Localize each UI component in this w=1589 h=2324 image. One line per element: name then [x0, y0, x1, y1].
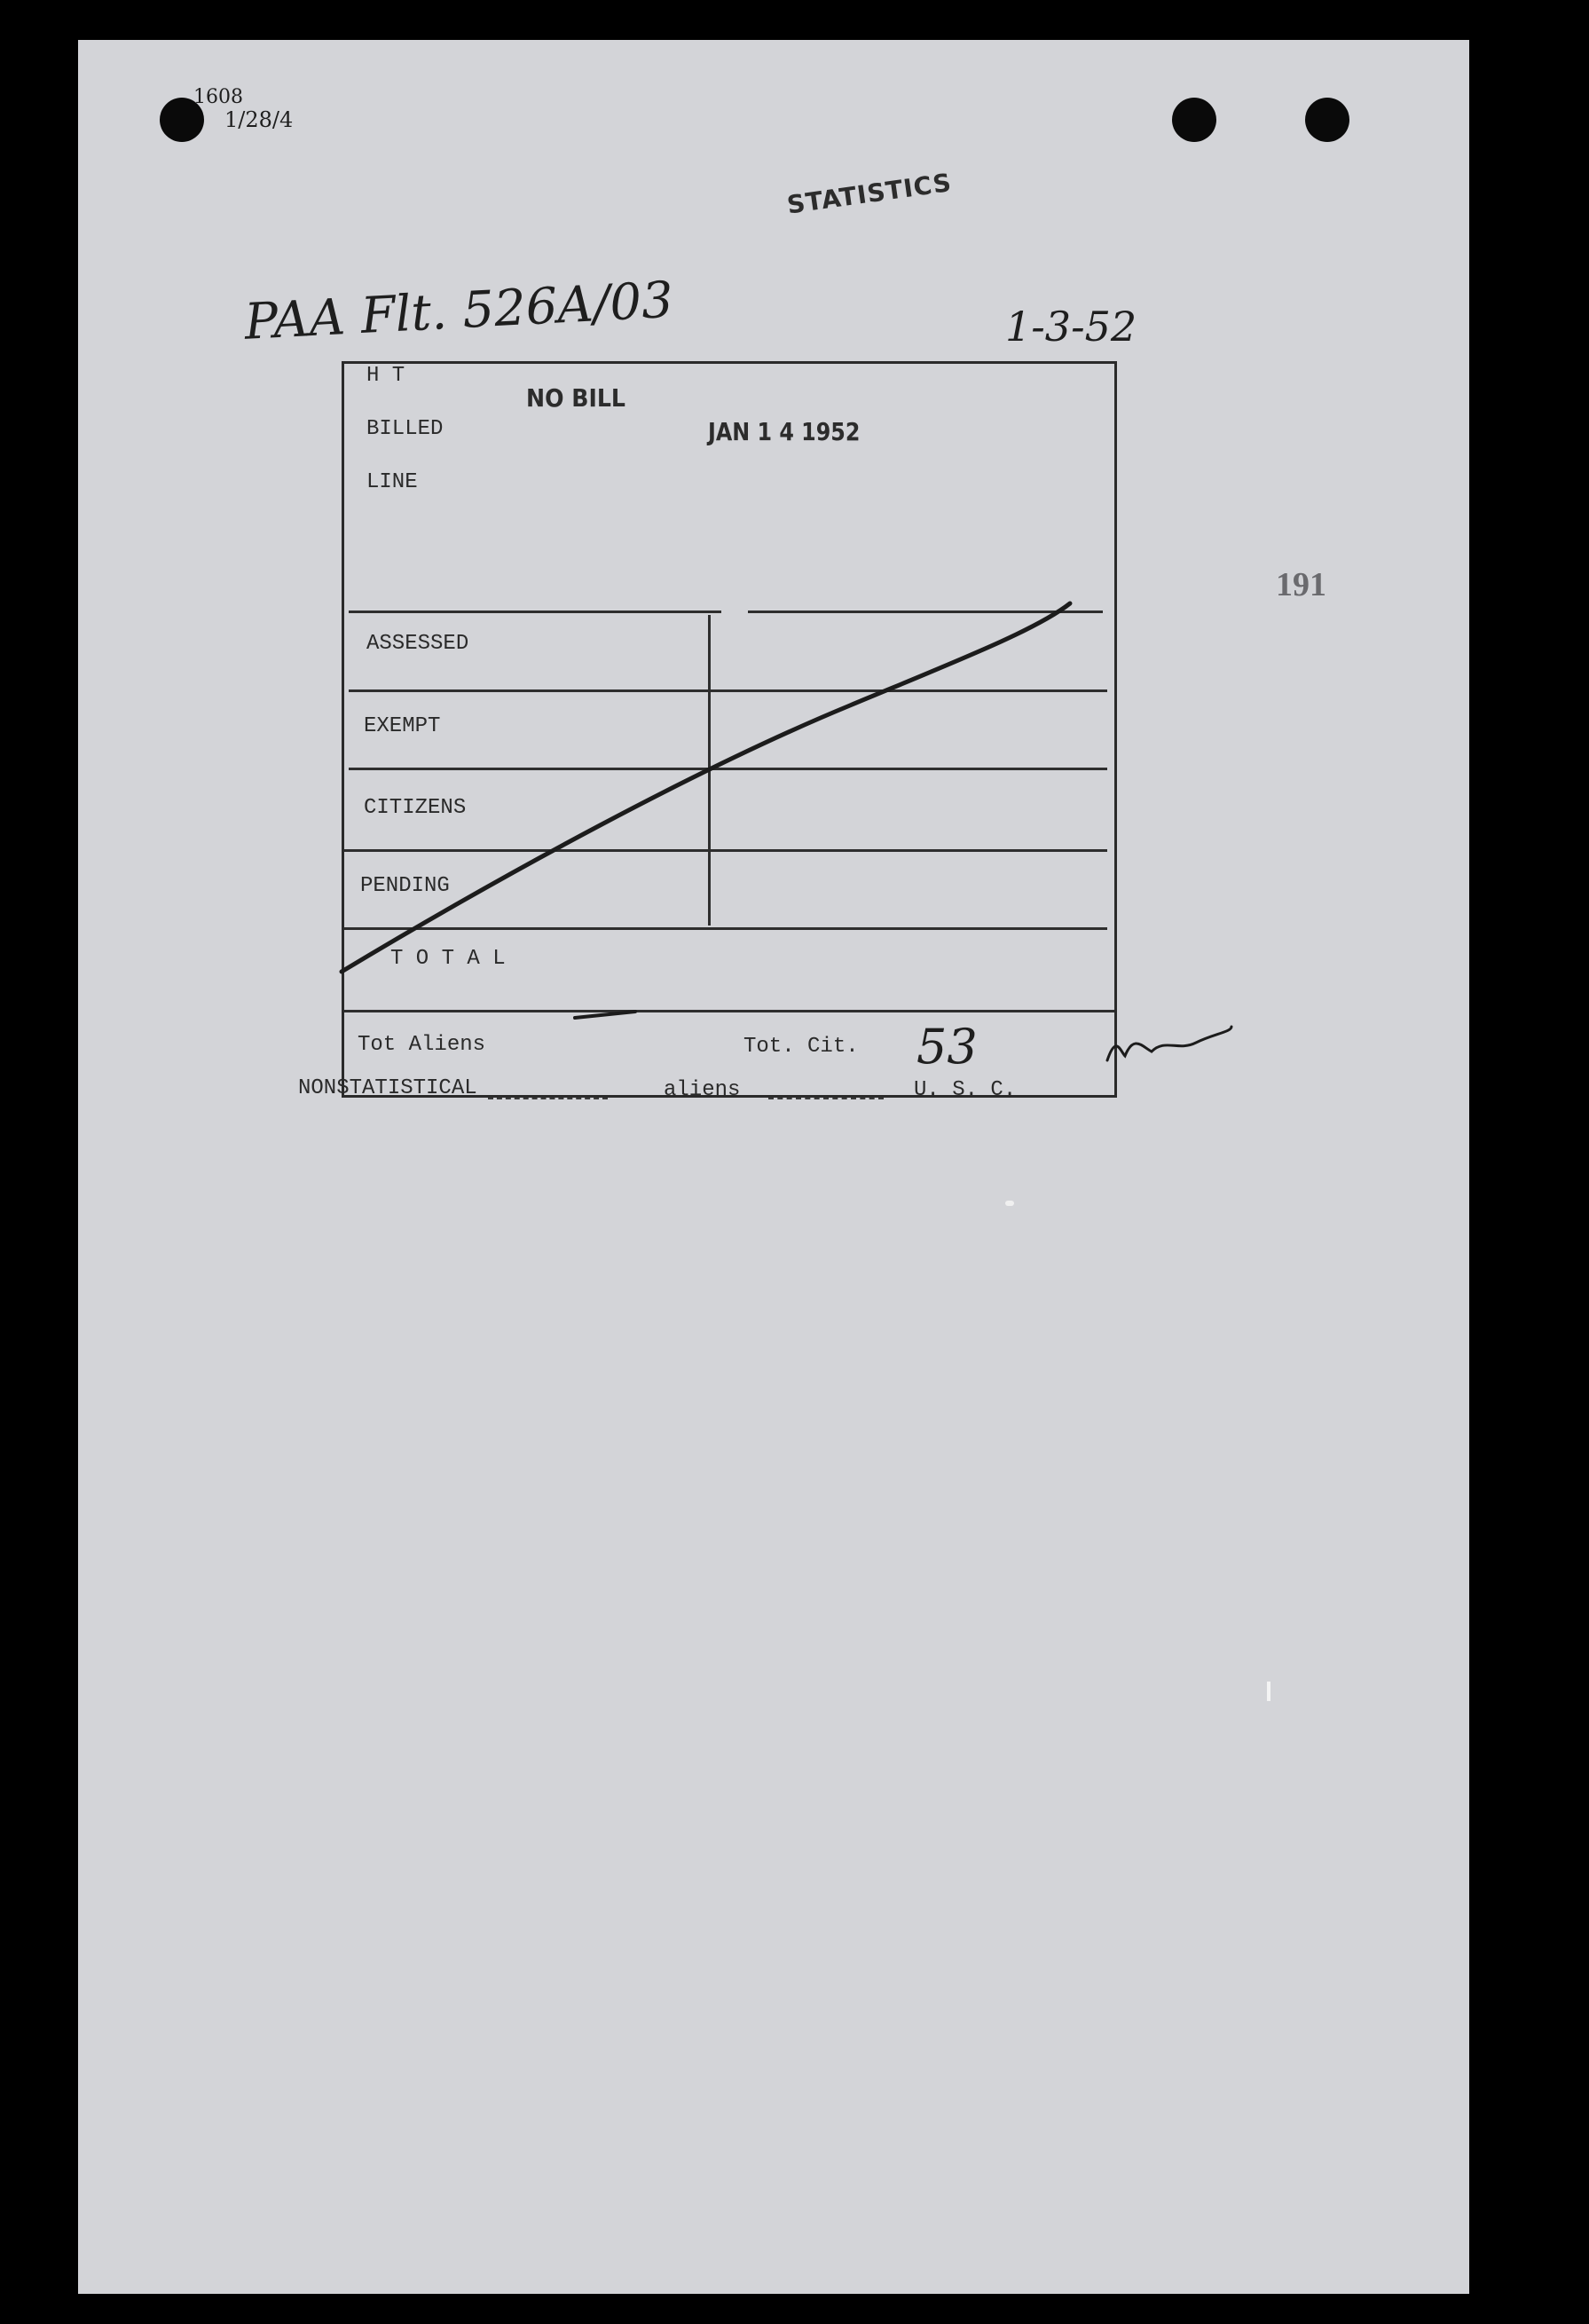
- usc-label: U. S. C.: [914, 1078, 1017, 1102]
- document-page: [78, 40, 1469, 2294]
- date-handwriting: 1-3-52: [1005, 303, 1137, 351]
- nonstatistical-label: NONSTATISTICAL: [298, 1076, 477, 1100]
- statistics-stamp: STATISTICS: [785, 167, 954, 220]
- pending-label: PENDING: [360, 874, 450, 898]
- cancel-line-stroke: [342, 603, 1070, 972]
- exempt-label: EXEMPT: [364, 714, 441, 738]
- ht-label: H T: [366, 364, 405, 388]
- corner-note-number: 1608: [193, 86, 243, 108]
- page-mark-1: [1267, 1682, 1270, 1701]
- no-bill-stamp: NO BILL: [526, 383, 625, 413]
- line-label: LINE: [366, 470, 418, 494]
- tot-aliens-label: Tot Aliens: [358, 1033, 486, 1057]
- date-stamp: JAN 1 4 1952: [708, 417, 861, 446]
- tot-cit-label: Tot. Cit.: [743, 1035, 859, 1059]
- page-mark-2: [1005, 1201, 1014, 1206]
- assessed-label: ASSESSED: [366, 632, 469, 656]
- total-label: T O T A L: [390, 947, 506, 971]
- citizens-label: CITIZENS: [364, 796, 467, 820]
- aliens-blank: [768, 1098, 884, 1099]
- nonstatistical-blank: [488, 1098, 608, 1099]
- billed-label: BILLED: [366, 417, 444, 441]
- handwriting-strokes: [78, 40, 1469, 2294]
- tot-aliens-dash-stroke: [575, 1012, 635, 1018]
- flight-handwriting: PAA Flt. 526A/03: [243, 271, 675, 351]
- corner-note-date: 1/28/4: [224, 107, 294, 132]
- page-number: 191: [1276, 566, 1326, 603]
- aliens-label: aliens: [664, 1078, 741, 1102]
- tot-cit-value: 53: [916, 1019, 978, 1075]
- initials-text: [1107, 1032, 1164, 1061]
